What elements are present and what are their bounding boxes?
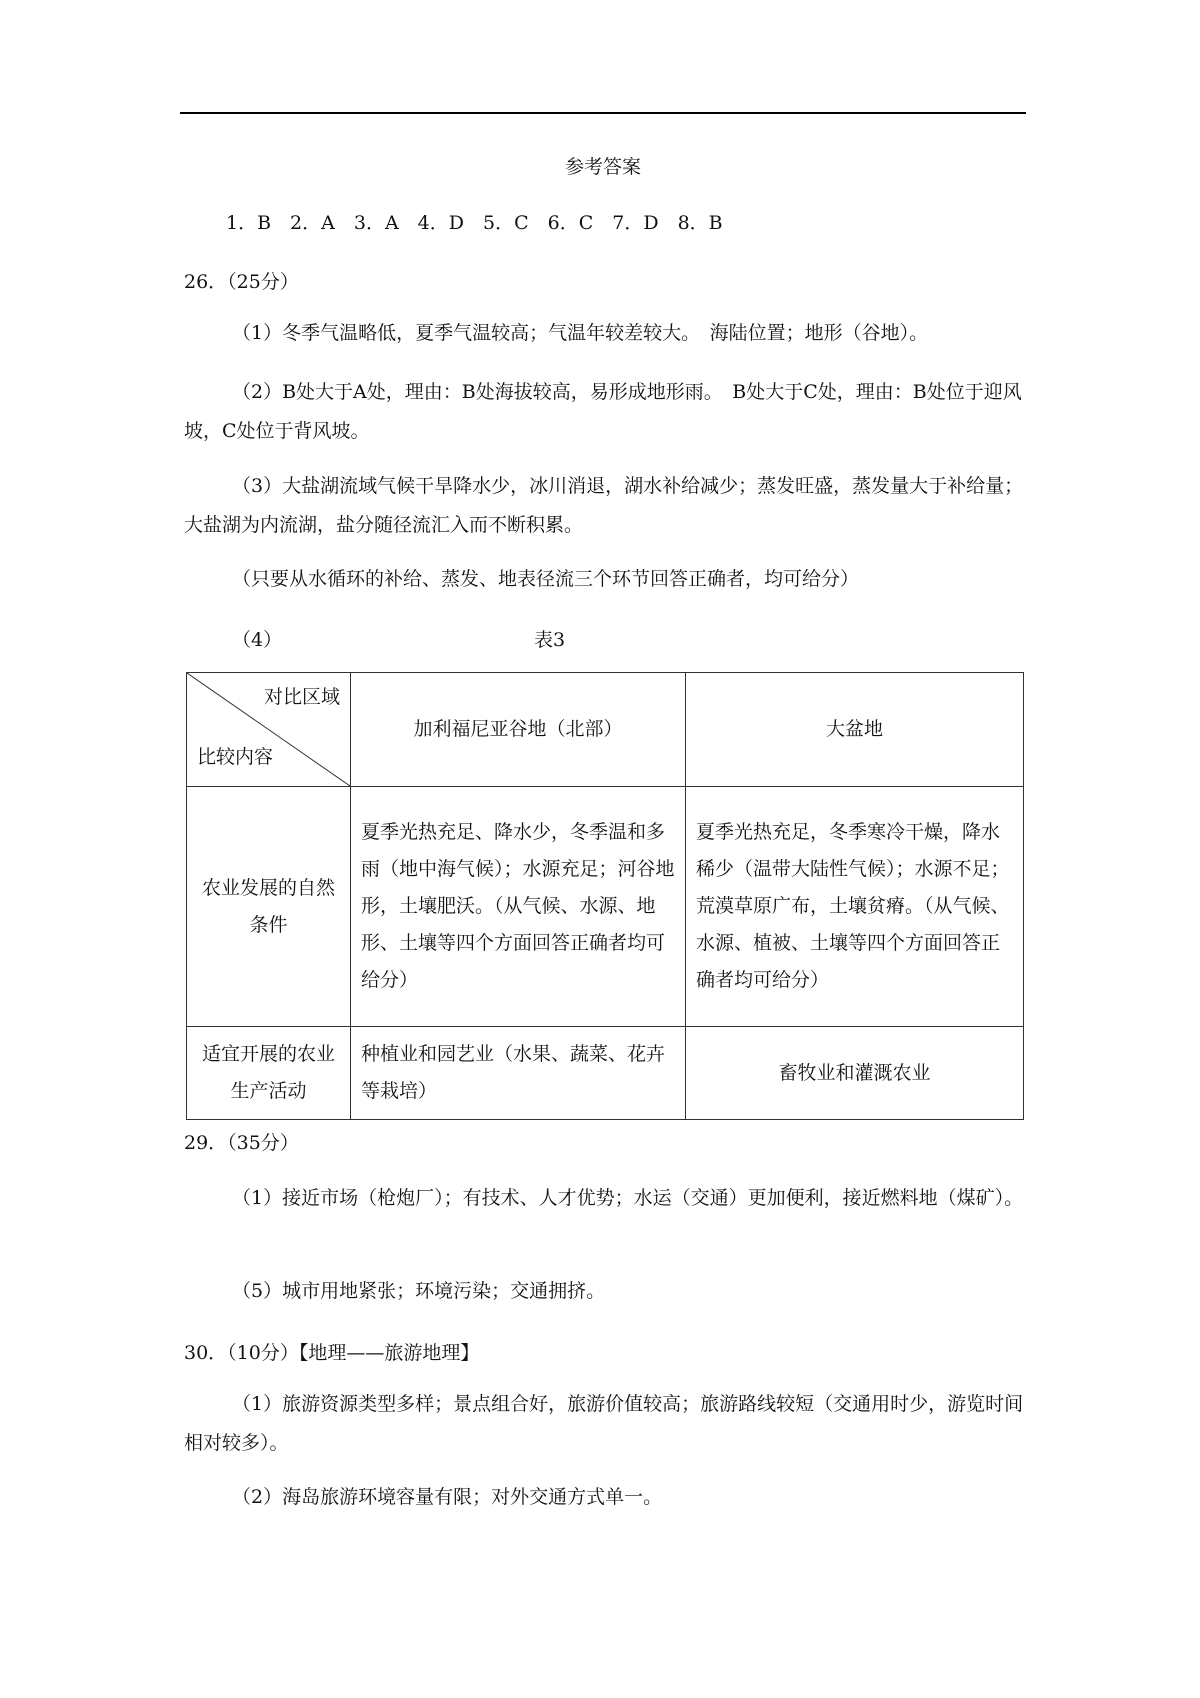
q29-part1: （1）接近市场（枪炮厂）；有技术、人才优势；水运（交通）更加便利，接近燃料地（煤矿）。 (232, 1187, 1024, 1209)
q26-header: 26．（25分） (184, 271, 299, 293)
cell-great-basin-conditions: 夏季光热充足，冬季寒冷干燥，降水稀少（温带大陆性气候）；水源不足；荒漠草原广布，土壤贫瘠。（从气候、水源、植被、土壤等四个方面回答正确者均可给分） (686, 787, 1024, 1027)
table-row (187, 787, 1024, 1027)
comparison-table (186, 672, 1024, 1120)
q30-part1: （1）旅游资源类型多样；景点组合好，旅游价值较高；旅游路线较短（交通用时少，游览时间相对较多）。 (184, 1393, 1024, 1454)
cell-california-activities: 种植业和园艺业（水果、蔬菜、花卉等栽培） (351, 1027, 686, 1120)
col-header-california: 加利福尼亚谷地（北部） (351, 673, 686, 787)
q29-part5: （5）城市用地紧张；环境污染；交通拥挤。 (232, 1280, 606, 1302)
q26-part1: （1）冬季气温略低，夏季气温较高；气温年较差较大。 海陆位置；地形（谷地）。 (232, 322, 929, 344)
corner-top-label: 对比区域 (263, 686, 340, 708)
q26-part4-label: （4） (232, 629, 283, 651)
row-label-agriculture-activities: 适宜开展的农业生产活动 (187, 1027, 351, 1120)
page-title: 参考答案 (564, 156, 641, 178)
q26-part2: （2）B处大于A处，理由：B处海拔较高，易形成地形雨。 B处大于C处，理由：B处位于迎风坡，C处位于背风坡。 (184, 381, 1022, 442)
q30-part2: （2）海岛旅游环境容量有限；对外交通方式单一。 (232, 1486, 663, 1508)
header-rule (180, 112, 1026, 114)
cell-california-conditions: 夏季光热充足、降水少，冬季温和多雨（地中海气候）；水源充足；河谷地形，土壤肥沃。（从气候、水源、地形、土壤等四个方面回答正确者均可给分） (351, 787, 686, 1027)
table-title: 表3 (534, 629, 566, 651)
col-header-great-basin: 大盆地 (686, 673, 1024, 787)
table-corner-cell (187, 673, 351, 787)
corner-bottom-label: 比较内容 (197, 746, 274, 768)
q29-header: 29．（35分） (184, 1132, 299, 1154)
cell-great-basin-activities: 畜牧业和灌溉农业 (686, 1027, 1024, 1120)
mc-answers: 1．B 2．A 3．A 4．D 5．C 6．C 7．D 8．B (226, 212, 723, 234)
q26-note: （只要从水循环的补给、蒸发、地表径流三个环节回答正确者，均可给分） (232, 568, 860, 590)
row-label-natural-conditions: 农业发展的自然条件 (187, 787, 351, 1027)
q26-part3: （3）大盐湖流域气候干旱降水少，冰川消退，湖水补给减少；蒸发旺盛，蒸发量大于补给量；大盐湖为内流湖，盐分随径流汇入而不断积累。 (184, 475, 1024, 536)
table-header-row (187, 673, 1024, 787)
table-row (187, 1027, 1024, 1120)
q30-header: 30．（10分）【地理——旅游地理】 (184, 1342, 480, 1364)
